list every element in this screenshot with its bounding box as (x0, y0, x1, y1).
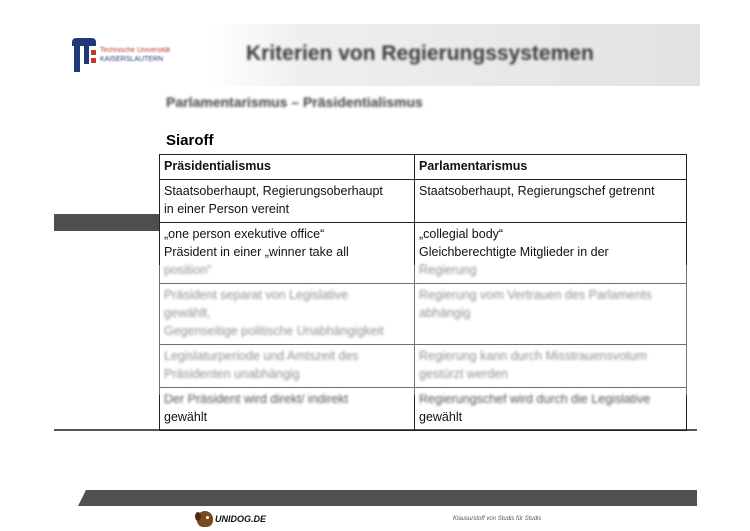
table-cell: Staatsoberhaupt, Regierungsoberhaupt in einer Person vereint (160, 180, 415, 223)
table-cell: Präsident separat von Legislative gewählt, Gegenseitige politische Unabhängigkeit (160, 284, 415, 345)
table-header-row (160, 155, 687, 180)
table-cell: Der Präsident wird direkt/ indirekt gewählt (160, 388, 415, 431)
table-cell: Regierung vom Vertrauen des Parlaments abhängig (415, 284, 687, 345)
table-cell: Staatsoberhaupt, Regierungschef getrennt (415, 180, 687, 223)
university-logo (72, 36, 197, 76)
unidog-logo-icon (197, 511, 213, 527)
footer-bar (78, 490, 697, 506)
table-cell: „collegial body“ Gleichberechtigte Mitglieder in der Regierung (415, 223, 687, 284)
section-author: Siaroff (166, 132, 214, 149)
table-cell: Regierung kann durch Misstrauensvotum gestürzt werden (415, 345, 687, 388)
university-logo-text: Technische Universität KAISERSLAUTERN (100, 47, 171, 63)
slide-subtitle: Parlamentarismus – Präsidentialismus (166, 94, 423, 110)
blur-overlay (159, 265, 687, 395)
column-header: Präsidentialismus (160, 155, 415, 180)
table-cell: „one person exekutive office“ Präsident in einer „winner take all position“ (160, 223, 415, 284)
unidog-logo (197, 509, 267, 529)
footer-logo-text: UNIDOG.DE (215, 514, 267, 524)
table-row (160, 180, 687, 223)
side-accent-bar (54, 214, 160, 231)
university-logo-icon (72, 36, 96, 72)
column-header: Parlamentarismus (415, 155, 687, 180)
slide-title: Kriterien von Regierungssystemen (246, 42, 594, 65)
table-cell: Legislaturperiode und Amtszeit des Präsidenten unabhängig (160, 345, 415, 388)
footer-credit: Klausurstoff von Studis für Studis (453, 516, 542, 522)
table-cell: Regierungschef wird durch die Legislative gewählt (415, 388, 687, 431)
